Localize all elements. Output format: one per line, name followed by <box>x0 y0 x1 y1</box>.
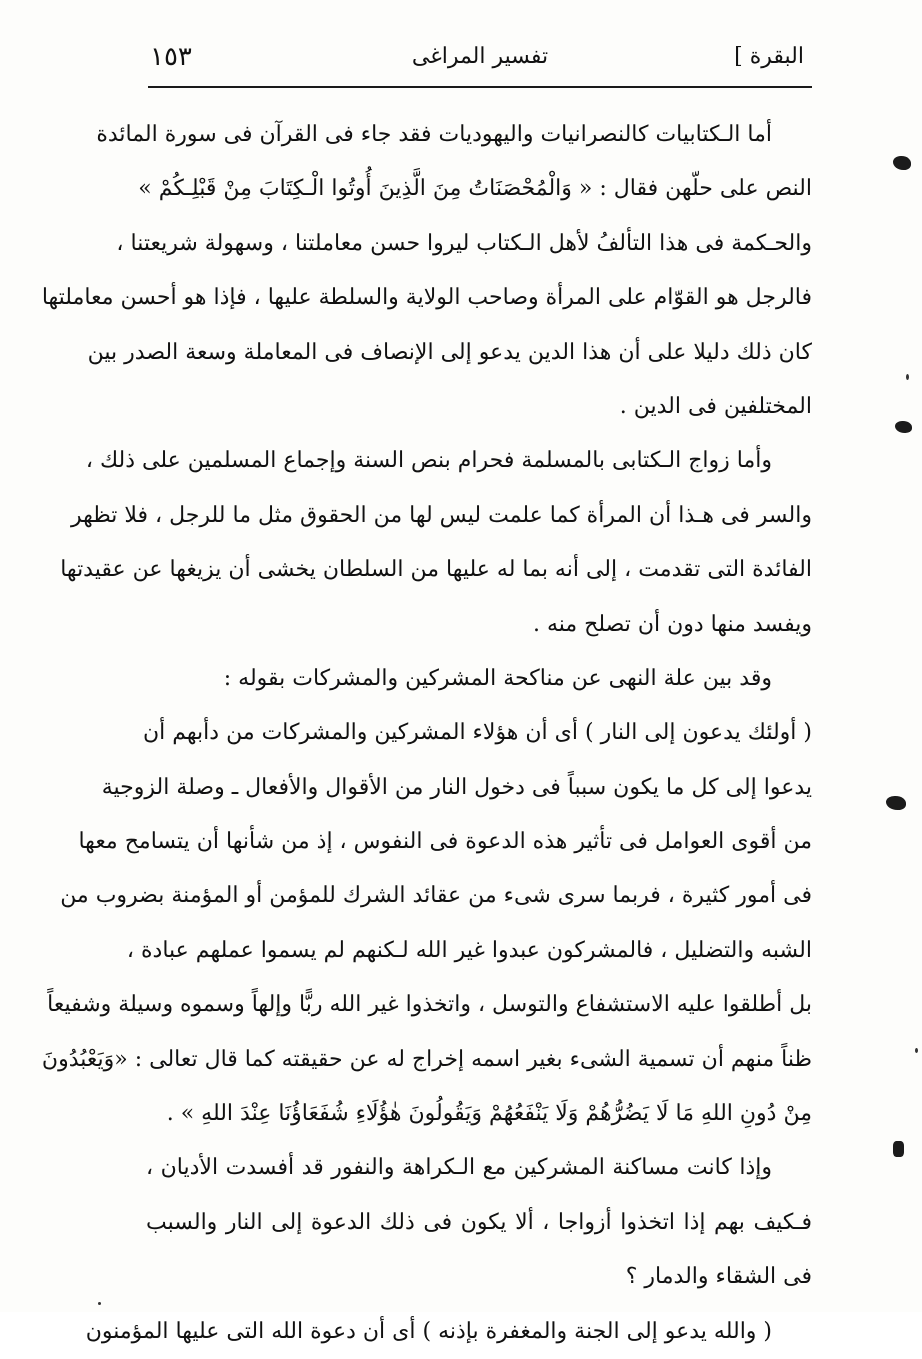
text-line: فـكيف بهم إذا اتخذوا أزواجا ، ألا يكون فى ذلك الدعوة إلى النار والسبب <box>146 1209 812 1235</box>
text-line: ظناً منهم أن تسمية الشىء بغير اسمه إخراج له عن حقيقته كما قال تعالى : «وَيَعْبُدُونَ <box>41 1046 812 1072</box>
text-line: والسر فى هـذا أن المرأة كما علمت ليس لها من الحقوق مثل ما للرجل ، فلا تظهر <box>70 502 812 528</box>
text-line: فالرجل هو القوّام على المرأة وصاحب الولاية والسلطة عليها ، فإذا هو أحسن معاملتها <box>41 285 812 311</box>
text-line: مِنْ دُونِ اللهِ مَا لَا يَضُرُّهُمْ وَلَا يَنْفَعُهُمْ وَيَقُولُونَ هٰؤُلَاءِ شُفَعَاؤُنَا عِنْدَ اللهِ » . <box>166 1101 812 1127</box>
text-line: يدعوا إلى كل ما يكون سبباً فى دخول النار من الأقوال والأفعال ـ وصلة الزوجية <box>101 774 812 800</box>
scan-speck <box>906 374 909 380</box>
text-line: ويفسد منها دون أن تصلح منه . <box>532 611 812 637</box>
body-text <box>41 108 812 1359</box>
page-header <box>148 38 812 88</box>
text-line: وأما زواج الـكتابى بالمسلمة فحرام بنص السنة وإجماع المسلمين على ذلك ، <box>85 448 772 474</box>
text-line: فى أمور كثيرة ، فربما سرى شىء من عقائد الشرك للمؤمن أو المؤمنة بضروب من <box>60 883 812 909</box>
text-line: الشبه والتضليل ، فالمشركون عبدوا غير الله لـكنهم لم يسموا عملهم عبادة ، <box>126 937 812 963</box>
scan-speck <box>915 1048 918 1053</box>
text-line: فى الشقاء والدمار ؟ <box>625 1264 812 1290</box>
text-line: من أقوى العوامل فى تأثير هذه الدعوة فى النفوس ، إذ من شأنها أن يتسامح معها <box>78 829 812 855</box>
margin-ink-blot <box>886 796 906 810</box>
text-line: الفائدة التى تقدمت ، إلى أنه بما له عليها من السلطان يخشى أن يزيغها عن عقيدتها <box>60 557 812 583</box>
page-number: ١٥٣ <box>150 42 192 72</box>
text-line: كان ذلك دليلا على أن هذا الدين يدعو إلى الإنصاف فى المعاملة وسعة الصدر بين <box>87 339 812 365</box>
text-line: أما الـكتابيات كالنصرانيات واليهوديات فقد جاء فى القرآن فى سورة المائدة <box>96 122 772 147</box>
text-line: وإذا كانت مساكنة المشركين مع الـكراهة والنفور قد أفسدت الأديان ، <box>146 1155 772 1181</box>
margin-ink-blot <box>893 1141 904 1157</box>
text-line: النص على حلّهن فقال : « وَالْمُحْصَنَاتُ مِنَ الَّذِينَ أُوتُوا الْـكِتَابَ مِنْ قَبْلِـكُمْ » <box>138 176 812 202</box>
text-line: والحـكمة فى هذا التألفُ لأهل الـكتاب ليروا حسن معاملتنا ، وسهولة شريعتنا ، <box>116 230 812 256</box>
text-line: ( أولئك يدعون إلى النار ) أى أن هؤلاء المشركين والمشركات من دأبهم أن <box>143 720 812 746</box>
text-line: بل أطلقوا عليه الاستشفاع والتوسل ، واتخذوا غير الله ربًّا وإلهاً وسموه وسيلة وشفيعاً <box>47 992 812 1018</box>
margin-ink-blot <box>893 156 911 170</box>
header-rule <box>148 86 812 88</box>
surah-name: البقرة ] <box>734 44 804 69</box>
margin-ink-blot <box>895 421 912 433</box>
book-title: تفسير المراغى <box>411 44 549 69</box>
scan-speck <box>98 1302 101 1305</box>
text-line: وقد بين علة النهى عن مناكحة المشركين والمشركات بقوله : <box>223 665 772 691</box>
text-line: ( والله يدعو إلى الجنة والمغفرة بإذنه ) أى أن دعوة الله التى عليها المؤمنون <box>85 1318 772 1344</box>
text-line: المختلفين فى الدين . <box>619 393 812 419</box>
